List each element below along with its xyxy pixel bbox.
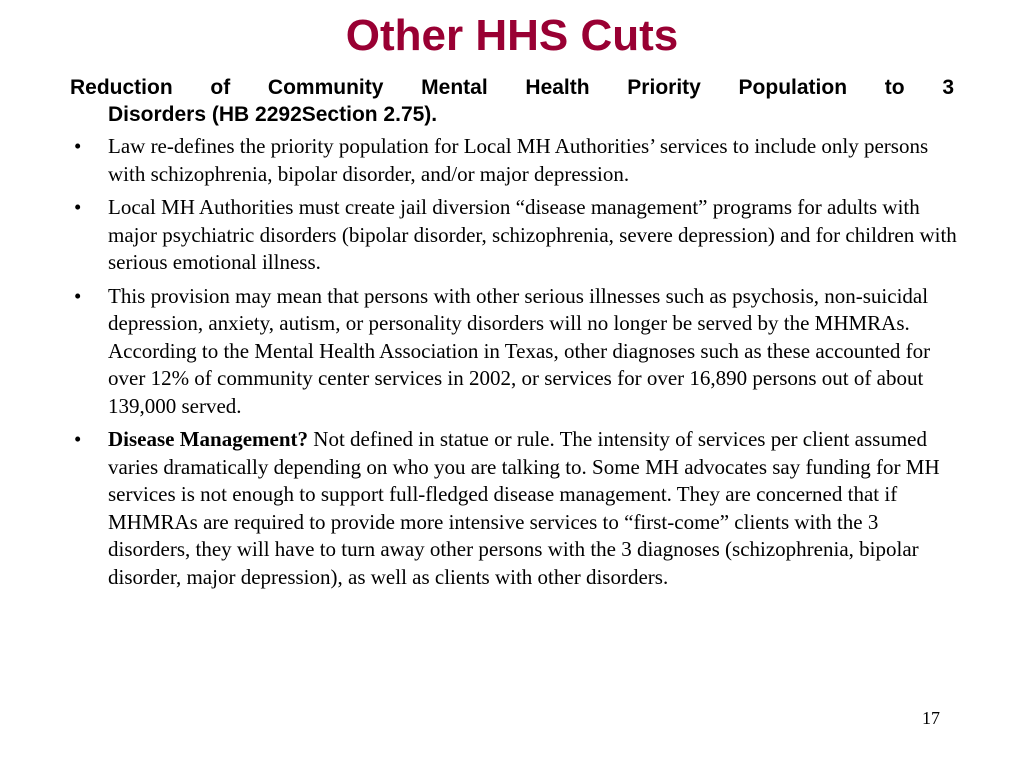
bullet-text: Local MH Authorities must create jail diversion “disease management” programs for adults with major psychiatric disorders (bipolar disorder, schizophrenia, severe depression) and for children with serious emotional illness. [108, 195, 957, 274]
bullet-dot-icon: • [74, 427, 82, 451]
bullet-text: Law re-defines the priority population for Local MH Authorities’ services to include only persons with schizophrenia, bipolar disorder, and/or major depression. [108, 134, 929, 186]
bullet-dot-icon: • [74, 195, 82, 219]
bullet-text: This provision may mean that persons with other serious illnesses such as psychosis, non-suicidal depression, anxiety, autism, or personality disorders will no longer be served by the MHMRAs. According to the Mental Health Association in Texas, other diagnoses such as these accounted for over 12% of community center services in 2002, or services for over 16,890 persons out of about 139,000 served. [108, 283, 931, 418]
bullet-dot-icon: • [74, 134, 82, 158]
section-heading-line-1: Reduction of Community Mental Health Priority Population to 3 [70, 76, 954, 99]
bullet-text: Not defined in statue or rule. The intensity of services per client assumed varies dramatically depending on who you are talking to. Some MH advocates say funding for MH services is not enough to support full-fledged disease management. They are concerned that if MHMRAs are required to provide more intensive services to “first-come” clients with the 3 disorders, they will have to turn away other persons with the 3 diagnoses (schizophrenia, bipolar disorder, major depression), as well as clients with other disorders. [108, 427, 940, 589]
page-number: 17 [922, 708, 940, 728]
section-heading [70, 74, 954, 128]
section-heading-line-2: Disorders (HB 2292Section 2.75). [108, 103, 438, 126]
bullet-item [70, 426, 960, 591]
bullet-list [70, 133, 960, 597]
bullet-bold-text: Disease Management? [108, 427, 309, 451]
bullet-item [70, 283, 960, 421]
bullet-item [70, 133, 960, 188]
slide-title: Other HHS Cuts [345, 11, 679, 60]
bullet-dot-icon: • [74, 283, 82, 308]
bullet-item [70, 194, 960, 277]
